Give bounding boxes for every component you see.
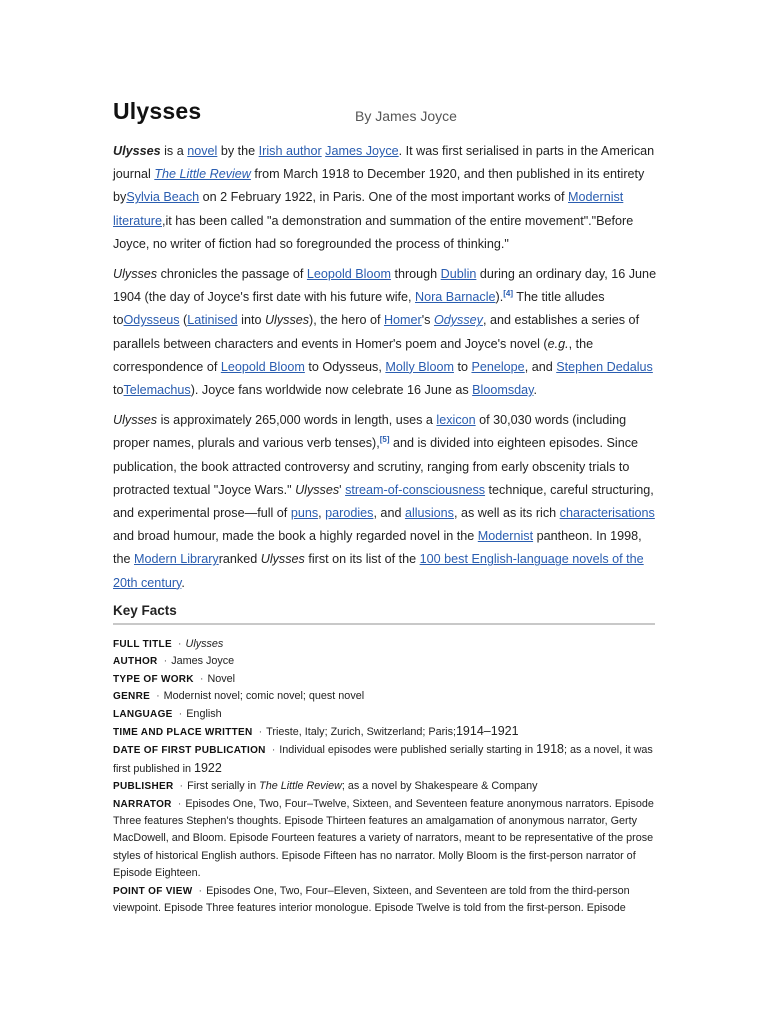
text: pantheon. In 1998, the <box>113 529 642 567</box>
key-facts-heading: Key Facts <box>113 603 177 618</box>
link-leopold-bloom[interactable]: Leopold Bloom <box>220 359 305 374</box>
link-modernist[interactable]: Modernist <box>477 529 534 544</box>
fact-separator: · <box>179 780 184 793</box>
paragraph-reception <box>113 409 661 595</box>
text: to Odysseus, <box>304 359 386 374</box>
link-sylvia-beach[interactable]: Sylvia Beach <box>126 190 200 205</box>
italic-eg: e.g. <box>547 336 569 351</box>
text: by the <box>217 144 259 158</box>
link-irish-author[interactable]: Irish author <box>258 144 322 158</box>
fact-type-of-work <box>113 671 658 688</box>
fact-label: PUBLISHER <box>113 781 174 793</box>
fact-label: AUTHOR <box>113 656 158 668</box>
fact-value-italic: The Little Review <box>259 780 342 793</box>
text: chronicles the passage of <box>157 267 307 282</box>
italic-ulysses: Ulysses <box>264 313 310 328</box>
text: into <box>237 313 265 328</box>
italic-ulysses: Ulysses <box>295 482 340 497</box>
title-italic: Ulysses <box>113 413 158 428</box>
fact-value: ; as a novel, it was first published in <box>113 744 653 775</box>
text: ). <box>495 290 504 305</box>
fact-first-publication <box>113 741 658 778</box>
link-modernist-literature[interactable]: Modernist literature <box>113 190 624 228</box>
fact-separator: · <box>156 690 160 703</box>
text: , and <box>524 359 557 374</box>
link-nora-barnacle[interactable]: Nora Barnacle <box>415 290 496 305</box>
link-allusions[interactable]: allusions <box>404 506 454 521</box>
fact-value: Ulysses <box>185 638 224 650</box>
fact-label: POINT OF VIEW <box>113 885 193 897</box>
text: The title alludes to <box>113 290 605 328</box>
fact-value: Individual episodes were published serially starting in <box>279 744 537 757</box>
fact-label: NARRATOR <box>113 798 172 810</box>
fact-years: 1914–1921 <box>455 724 519 739</box>
link-100-best-novels[interactable]: 100 best English-language novels of the 20th century <box>113 552 644 590</box>
link-novel[interactable]: novel <box>187 144 218 158</box>
title-italic: Ulysses <box>113 144 161 158</box>
link-odyssey[interactable]: Odyssey <box>433 313 483 328</box>
text: is a <box>160 144 188 158</box>
fact-genre <box>113 688 658 705</box>
fact-full-title <box>113 636 658 653</box>
link-stephen-dedalus[interactable]: Stephen Dedalus <box>556 359 653 374</box>
text: and is divided into eighteen episodes. Since publication, the book attracted controversy and scrutiny, ranging from early obscenity trials to protracted textual "Joyce Wars." <box>113 436 639 497</box>
text: , the correspondence of <box>113 336 594 374</box>
text: 's <box>421 313 434 328</box>
fact-value: Episodes One, Two, Four–Twelve, Sixteen, and Seventeen feature anonymous narrators. Episode Three features Stephen's thoughts. Episode Thirteen features an amalgamation of anonymous narrator, Gerty MacDowell, and Bloom. Episode Fourteen features a variety of narrators, meant to be representative of the prose styles of historical English authors. Episode Fifteen has no narrator. Molly Bloom is the first-person narrator of Episode Eighteen. <box>113 797 654 880</box>
text: ), the hero of <box>309 313 384 328</box>
fact-point-of-view <box>113 883 658 918</box>
fact-author <box>113 653 658 670</box>
italic-ulysses: Ulysses <box>260 552 305 567</box>
fact-label: TIME AND PLACE WRITTEN <box>113 727 253 739</box>
link-latinised[interactable]: Latinised <box>187 313 238 328</box>
paragraph-plot <box>113 263 661 402</box>
fact-separator: · <box>177 638 182 650</box>
citation-ref[interactable]: [4] <box>503 289 514 299</box>
text: through <box>390 267 441 282</box>
text: on 2 February 1922, in Paris. One of the most important works of <box>199 190 569 205</box>
text: of 30,030 words (including proper names, plurals and various verb tenses), <box>113 413 627 451</box>
link-odysseus[interactable]: Odysseus <box>123 313 180 328</box>
article-body <box>113 140 661 602</box>
fact-value: James Joyce <box>171 655 235 668</box>
text: . <box>533 383 538 398</box>
text: ( <box>179 313 188 328</box>
text: during an ordinary day, 16 June 1904 (the day of Joyce's first date with his future wife, <box>113 267 657 305</box>
fact-narrator <box>113 796 658 883</box>
link-characterisations[interactable]: characterisations <box>559 506 655 521</box>
link-penelope[interactable]: Penelope <box>471 359 525 374</box>
text: . It was first serialised in parts in the American journal <box>113 144 655 182</box>
fact-value: Novel <box>207 672 236 685</box>
text: ,it has been called "a demonstration and summation of the entire movement"."Before Joyce, no writer of fiction had so foregrounded the process of thinking." <box>113 213 634 251</box>
fact-separator: · <box>177 797 182 810</box>
link-parodies[interactable]: parodies <box>325 506 374 521</box>
fact-separator: · <box>199 672 204 685</box>
fact-separator: · <box>163 655 168 668</box>
fact-value: Modernist novel; comic novel; quest novel <box>163 690 365 703</box>
text: ranked <box>218 552 261 567</box>
text: and broad humour, made the book a highly regarded novel in the <box>113 529 478 544</box>
text: , and establishes a series of parallels between characters and events in Homer's poem and Joyce's novel ( <box>113 313 640 351</box>
fact-label: GENRE <box>113 691 151 703</box>
fact-label: FULL TITLE <box>113 639 172 650</box>
text: is approximately 265,000 words in length, uses a <box>157 413 437 428</box>
title-row <box>113 98 673 125</box>
fact-label: LANGUAGE <box>113 708 173 720</box>
section-divider <box>113 623 655 625</box>
key-facts-list <box>113 636 658 918</box>
fact-separator: · <box>178 707 183 720</box>
fact-year: 1918 <box>536 742 564 757</box>
fact-year: 1922 <box>194 760 222 775</box>
text: to <box>453 359 472 374</box>
fact-value: Episodes One, Two, Four–Eleven, Sixteen, and Seventeen are told from the third-person viewpoint. Episode Three features interior monologue. Episode Twelve is told from the first-person. Episode <box>113 884 630 915</box>
link-homer[interactable]: Homer <box>383 313 422 328</box>
link-modern-library[interactable]: Modern Library <box>134 552 219 567</box>
fact-time-place-written <box>113 723 658 741</box>
text: , <box>318 506 326 521</box>
link-lexicon[interactable]: lexicon <box>436 413 476 428</box>
fact-value: English <box>186 707 222 720</box>
text: technique, careful structuring, and experimental prose—full of <box>113 482 654 521</box>
link-leopold-bloom[interactable]: Leopold Bloom <box>306 267 391 282</box>
link-molly-bloom[interactable]: Molly Bloom <box>385 359 454 374</box>
text: ' <box>339 482 346 497</box>
author-byline: By James Joyce <box>355 108 457 124</box>
paragraph-intro <box>113 140 661 256</box>
citation-ref[interactable]: [5] <box>379 435 390 445</box>
text: first on its list of the <box>304 552 420 567</box>
fact-label: DATE OF FIRST PUBLICATION <box>113 745 266 757</box>
fact-separator: · <box>198 884 203 897</box>
text: , and <box>373 506 405 521</box>
fact-publisher <box>113 778 658 795</box>
fact-language <box>113 706 658 723</box>
page-title: Ulysses <box>113 98 202 124</box>
text: , as well as its rich <box>453 506 560 521</box>
text: ). Joyce fans worldwide now celebrate 16 June as <box>190 383 473 398</box>
link-james-joyce[interactable]: James Joyce <box>325 144 399 158</box>
fact-value: Trieste, Italy; Zurich, Switzerland; Paris; <box>266 726 456 739</box>
text: . <box>181 575 185 590</box>
link-the-little-review[interactable]: The Little Review <box>154 167 251 182</box>
link-puns[interactable]: puns <box>290 506 319 521</box>
text: from March 1918 to December 1920, and then published in its entirety by <box>113 167 645 205</box>
fact-value: First serially in <box>187 780 260 793</box>
fact-value: ; as a novel by Shakespeare & Company <box>341 780 538 793</box>
link-dublin[interactable]: Dublin <box>440 267 477 282</box>
title-italic: Ulysses <box>113 267 158 282</box>
link-bloomsday[interactable]: Bloomsday <box>472 383 534 398</box>
text: to <box>113 383 124 398</box>
fact-label: TYPE OF WORK <box>113 673 194 685</box>
fact-separator: · <box>258 726 263 739</box>
link-telemachus[interactable]: Telemachus <box>123 383 191 398</box>
link-stream-of-consciousness[interactable]: stream-of-consciousness <box>345 482 486 497</box>
fact-separator: · <box>271 744 276 757</box>
